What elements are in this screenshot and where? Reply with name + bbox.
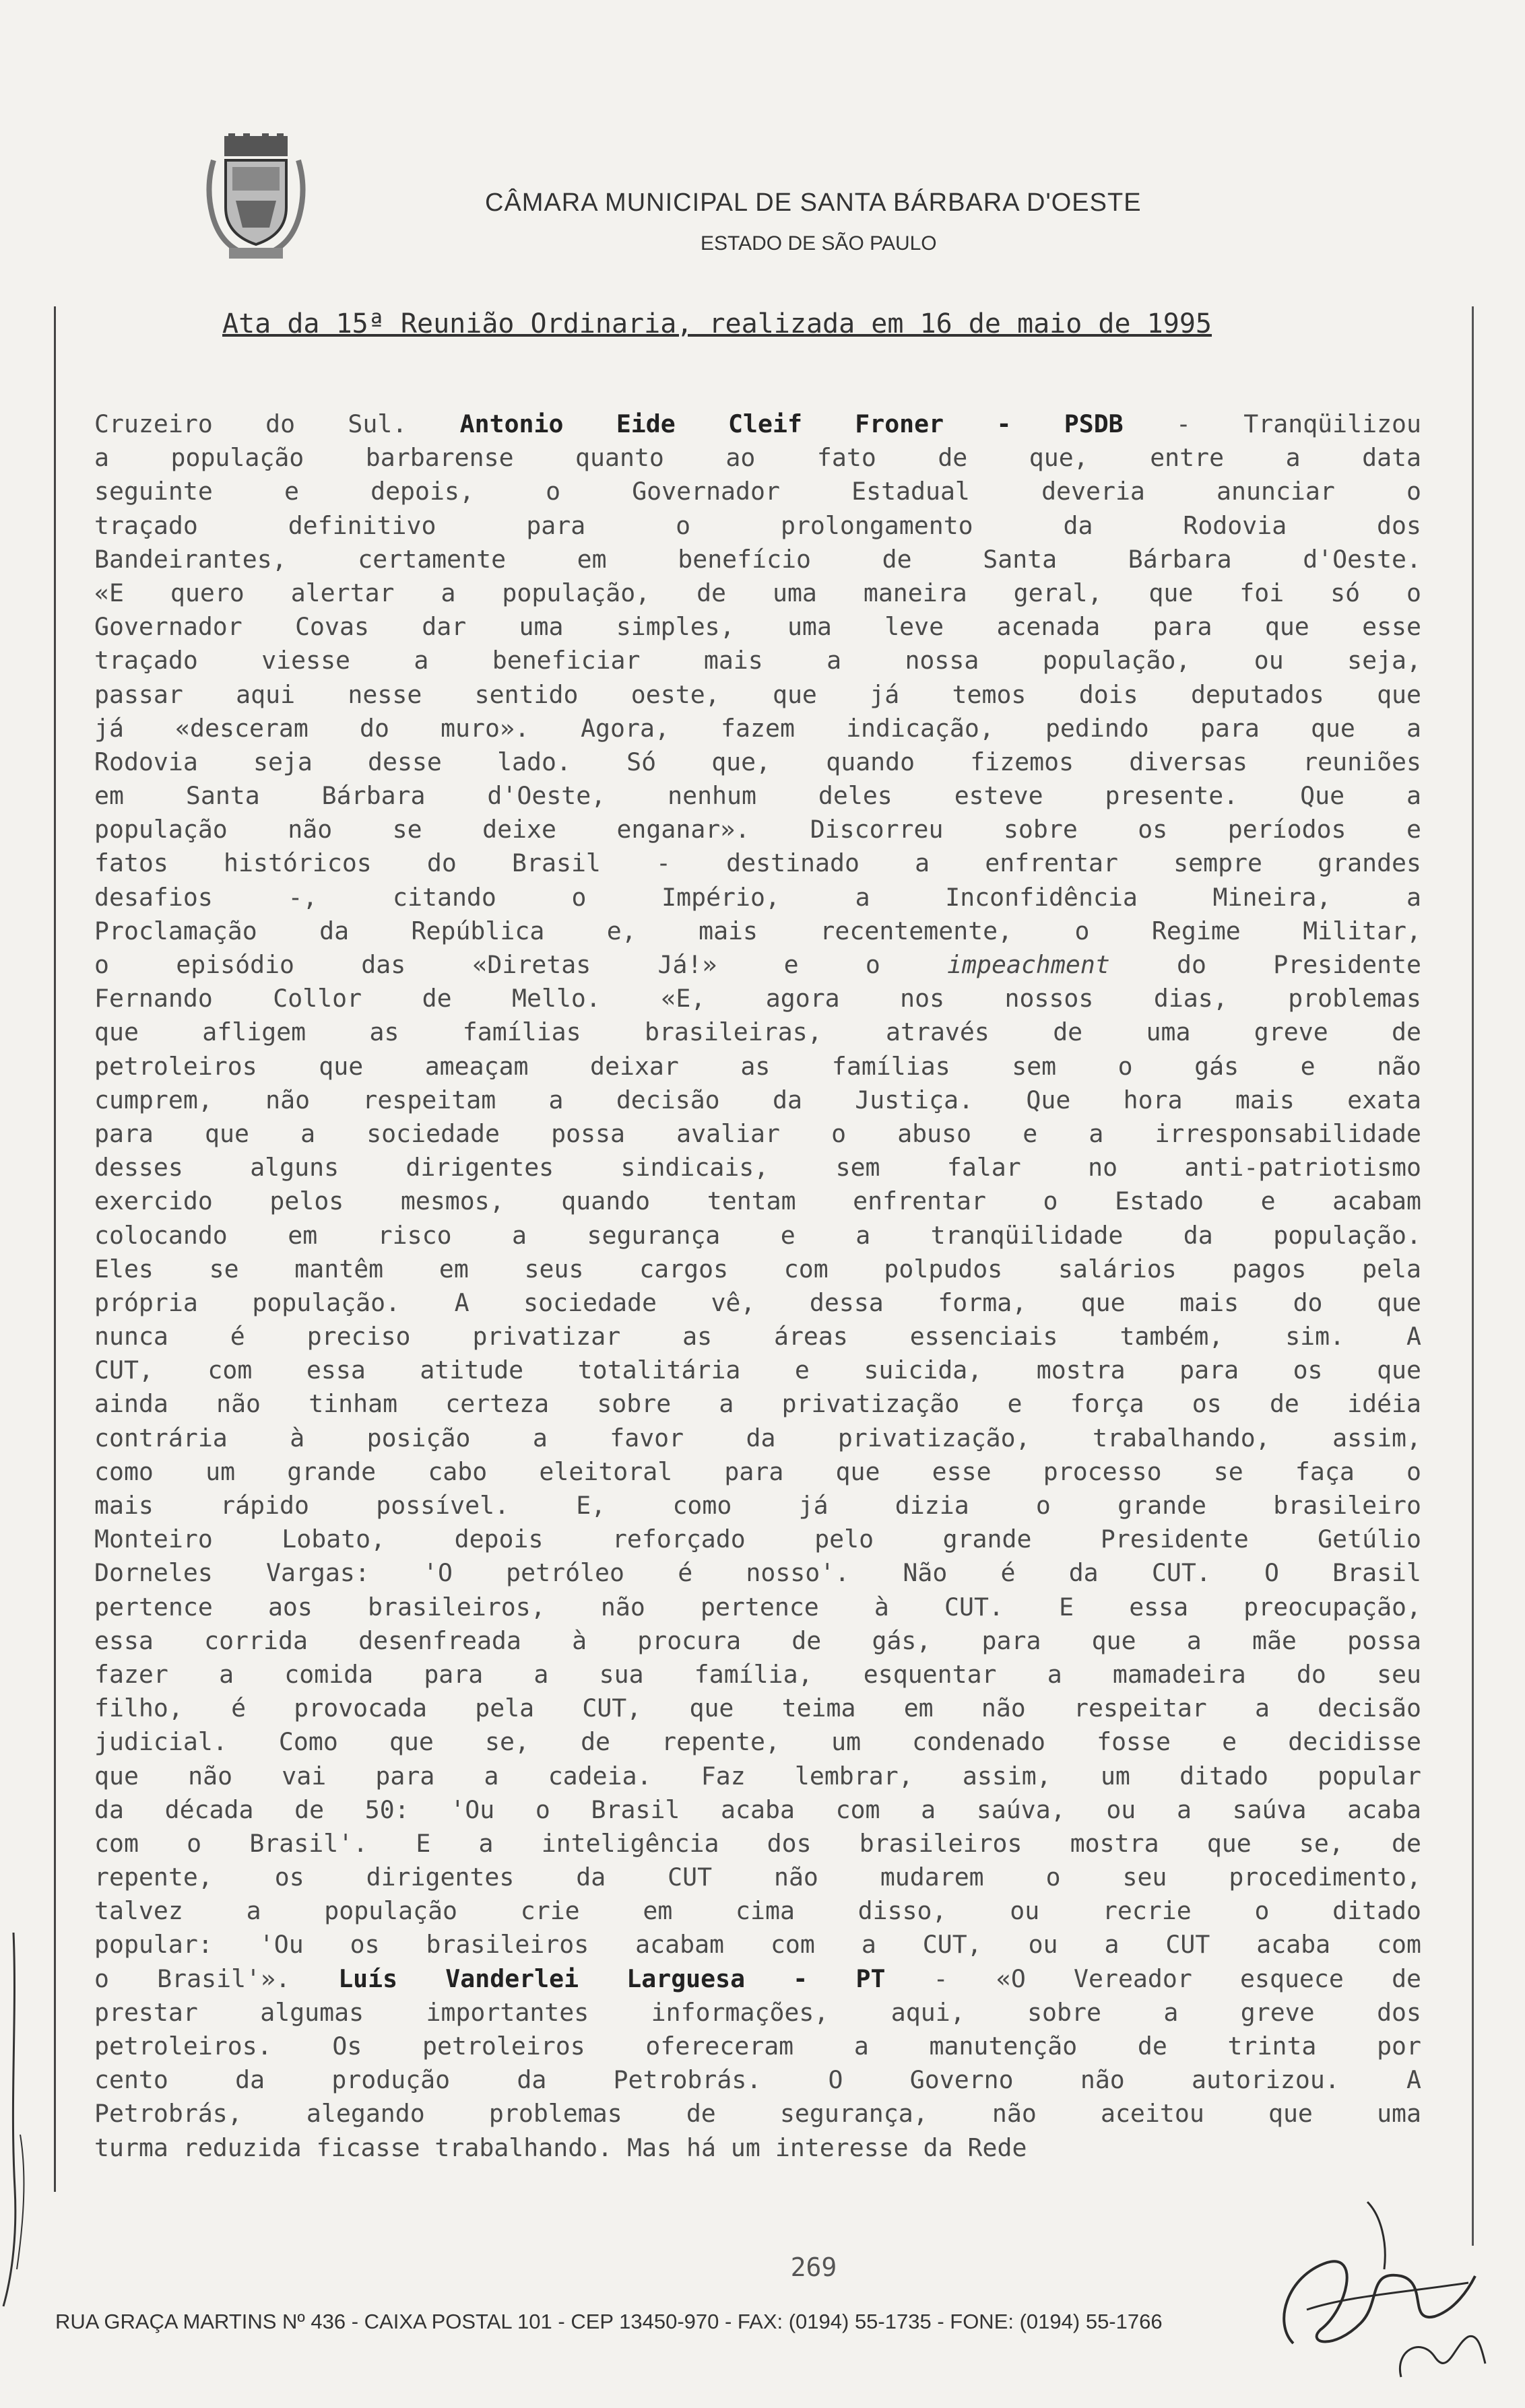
text-line	[94, 644, 1421, 677]
text-segment: turma reduzida ficasse trabalhando. Mas há um interesse da Rede	[94, 2133, 1027, 2162]
margin-pen-mark-icon	[0, 1933, 40, 2310]
text-line	[94, 1962, 1421, 1996]
text-line	[94, 1286, 1421, 1320]
text-segment: filho, é provocada pela CUT, que teima em não respeitar a decisão	[94, 1694, 1421, 1723]
text-line	[94, 543, 1421, 576]
right-frame-rule	[1472, 306, 1474, 2246]
text-line	[94, 509, 1421, 543]
text-segment: prestar algumas importantes informações, aqui, sobre a greve dos	[94, 1997, 1421, 2027]
text-line	[94, 1894, 1421, 1928]
text-line	[94, 712, 1421, 745]
text-segment: petroleiros que ameaçam deixar as famílias sem o gás e não	[94, 1051, 1421, 1081]
text-segment: Cruzeiro do Sul.	[94, 409, 460, 438]
text-segment: ainda não tinham certeza sobre a privatização e força os de idéia	[94, 1389, 1421, 1419]
left-frame-rule	[54, 306, 56, 2192]
institution-name: CÂMARA MUNICIPAL DE SANTA BÁRBARA D'OESTE	[485, 189, 1142, 217]
text-segment: que não vai para a cadeia. Faz lembrar, assim, um ditado popular	[94, 1761, 1421, 1791]
text-line	[94, 881, 1421, 914]
text-segment: desafios -, citando o Império, a Inconfidência Mineira, a	[94, 882, 1421, 912]
text-segment: população não se deixe enganar». Discorreu sobre os períodos e	[94, 815, 1421, 844]
text-line	[94, 1725, 1421, 1759]
text-segment: já «desceram do muro». Agora, fazem indicação, pedindo para que a	[94, 713, 1421, 743]
text-segment: traçado definitivo para o prolongamento da Rodovia dos	[94, 510, 1421, 540]
text-segment: a população barbarense quanto ao fato de que, entre a data	[94, 443, 1421, 473]
text-line	[94, 1692, 1421, 1725]
text-line	[94, 1827, 1421, 1861]
text-segment: pertence aos brasileiros, não pertence à CUT. E essa preocupação,	[94, 1592, 1421, 1621]
text-line	[94, 1489, 1421, 1523]
text-segment: da década de 50: 'Ou o Brasil acaba com a saúva, ou a saúva acaba	[94, 1795, 1421, 1824]
text-segment: fazer a comida para a sua família, esquentar a mamadeira do seu	[94, 1659, 1421, 1689]
text-line	[94, 1455, 1421, 1489]
text-line	[94, 1219, 1421, 1252]
text-line	[94, 2131, 1421, 2165]
text-line	[94, 1556, 1421, 1590]
text-line	[94, 1422, 1421, 1455]
text-line	[94, 745, 1421, 779]
text-line	[94, 1117, 1421, 1151]
footer-address: RUA GRAÇA MARTINS Nº 436 - CAIXA POSTAL 101 - CEP 13450-970 - FAX: (0194) 55-1735 - FONE: (0194) 55-1766	[55, 2310, 1163, 2333]
text-segment: Eles se mantêm em seus cargos com polpudos salários pagos pela	[94, 1254, 1421, 1283]
text-line	[94, 2097, 1421, 2131]
text-segment: para que a sociedade possa avaliar o abuso e a irresponsabilidade	[94, 1118, 1421, 1148]
text-segment: Rodovia seja desse lado. Só que, quando fizemos diversas reuniões	[94, 747, 1421, 776]
text-line	[94, 1861, 1421, 1894]
text-segment: própria população. A sociedade vê, dessa forma, que mais do que	[94, 1287, 1421, 1317]
text-line	[94, 407, 1421, 441]
text-line	[94, 610, 1421, 644]
text-segment: Petrobrás, alegando problemas de segurança, não aceitou que uma	[94, 2099, 1421, 2129]
text-line	[94, 1591, 1421, 1624]
text-segment: do Presidente	[1109, 950, 1421, 979]
text-segment: seguinte e depois, o Governador Estadual deveria anunciar o	[94, 477, 1421, 506]
text-segment: Monteiro Lobato, depois reforçado pelo grande Presidente Getúlio	[94, 1525, 1421, 1554]
text-segment: Governador Covas dar uma simples, uma leve acenada para que esse	[94, 612, 1421, 642]
text-segment: Bandeirantes, certamente em benefício de Santa Bárbara d'Oeste.	[94, 544, 1421, 574]
text-line	[94, 1793, 1421, 1827]
page-number: 269	[790, 2252, 837, 2282]
text-line	[94, 779, 1421, 813]
text-segment: traçado viesse a beneficiar mais a nossa população, ou seja,	[94, 646, 1421, 675]
text-segment: exercido pelos mesmos, quando tentam enfrentar o Estado e acabam	[94, 1186, 1421, 1216]
text-segment: cento da produção da Petrobrás. O Governo não autorizou. A	[94, 2065, 1421, 2095]
text-line	[94, 1050, 1421, 1083]
text-line	[94, 813, 1421, 846]
text-line	[94, 576, 1421, 610]
text-line	[94, 1387, 1421, 1421]
text-line	[94, 846, 1421, 880]
text-segment: - Tranqüilizou	[1123, 409, 1421, 438]
text-line	[94, 1996, 1421, 2030]
minutes-body	[94, 407, 1421, 2165]
minutes-heading: Ata da 15ª Reunião Ordinaria, realizada em 16 de maio de 1995	[222, 308, 1212, 339]
text-segment: petroleiros. Os petroleiros ofereceram a manutenção de trinta por	[94, 2032, 1421, 2061]
text-segment: CUT, com essa atitude totalitária e suicida, mostra para os que	[94, 1356, 1421, 1385]
municipal-coat-of-arms-icon	[205, 133, 306, 265]
text-line	[94, 2063, 1421, 2097]
text-line	[94, 1760, 1421, 1793]
text-line	[94, 1151, 1421, 1184]
text-line	[94, 1015, 1421, 1049]
text-line	[94, 678, 1421, 712]
text-line	[94, 982, 1421, 1015]
text-segment: «E quero alertar a população, de uma maneira geral, que foi só o	[94, 578, 1421, 607]
text-segment: o Brasil'».	[94, 1964, 339, 1993]
text-line	[94, 1252, 1421, 1286]
text-line	[94, 1658, 1421, 1692]
text-line	[94, 1928, 1421, 1962]
text-line	[94, 1184, 1421, 1218]
text-line	[94, 1353, 1421, 1387]
text-segment: o episódio das «Diretas Já!» e o	[94, 950, 948, 979]
text-segment: popular: 'Ou os brasileiros acabam com a CUT, ou a CUT acaba com	[94, 1930, 1421, 1960]
italic-term: impeachment	[947, 950, 1110, 979]
text-segment: judicial. Como que se, de repente, um condenado fosse e decidisse	[94, 1727, 1421, 1757]
handwritten-signature-icon	[1266, 2175, 1489, 2390]
text-line	[94, 948, 1421, 982]
text-segment: essa corrida desenfreada à procura de gás, para que a mãe possa	[94, 1626, 1421, 1655]
text-segment: contrária à posição a favor da privatização, trabalhando, assim,	[94, 1423, 1421, 1452]
text-segment: desses alguns dirigentes sindicais, sem falar no anti-patriotismo	[94, 1153, 1421, 1182]
text-segment: repente, os dirigentes da CUT não mudarem o seu procedimento,	[94, 1863, 1421, 1892]
text-segment: que afligem as famílias brasileiras, através de uma greve de	[94, 1017, 1421, 1047]
speaker-name: Antonio Eide Cleif Froner - PSDB	[459, 409, 1124, 438]
text-segment: nunca é preciso privatizar as áreas essenciais também, sim. A	[94, 1322, 1421, 1351]
text-line	[94, 475, 1421, 508]
text-segment: fatos históricos do Brasil - destinado a enfrentar sempre grandes	[94, 848, 1421, 878]
state-name: ESTADO DE SÃO PAULO	[701, 232, 937, 255]
text-segment: talvez a população crie em cima disso, ou recrie o ditado	[94, 1896, 1421, 1926]
text-segment: Dorneles Vargas: 'O petróleo é nosso'. Não é da CUT. O Brasil	[94, 1558, 1421, 1588]
text-segment: como um grande cabo eleitoral para que esse processo se faça o	[94, 1457, 1421, 1486]
text-segment: colocando em risco a segurança e a tranqüilidade da população.	[94, 1220, 1421, 1250]
text-segment: - «O Vereador esquece de	[885, 1964, 1421, 1993]
text-segment: passar aqui nesse sentido oeste, que já temos dois deputados que	[94, 679, 1421, 709]
text-segment: Fernando Collor de Mello. «E, agora nos nossos dias, problemas	[94, 984, 1421, 1013]
text-line	[94, 1320, 1421, 1353]
text-line	[94, 914, 1421, 948]
text-line	[94, 441, 1421, 475]
speaker-name: Luís Vanderlei Larguesa - PT	[338, 1964, 886, 1993]
text-line	[94, 1083, 1421, 1117]
text-line	[94, 1523, 1421, 1556]
text-segment: cumprem, não respeitam a decisão da Justiça. Que hora mais exata	[94, 1085, 1421, 1114]
text-line	[94, 1624, 1421, 1658]
text-line	[94, 2030, 1421, 2063]
text-segment: mais rápido possível. E, como já dizia o grande brasileiro	[94, 1491, 1421, 1520]
text-segment: com o Brasil'. E a inteligência dos brasileiros mostra que se, de	[94, 1828, 1421, 1858]
text-segment: Proclamação da República e, mais recentemente, o Regime Militar,	[94, 916, 1421, 945]
text-segment: em Santa Bárbara d'Oeste, nenhum deles esteve presente. Que a	[94, 781, 1421, 811]
